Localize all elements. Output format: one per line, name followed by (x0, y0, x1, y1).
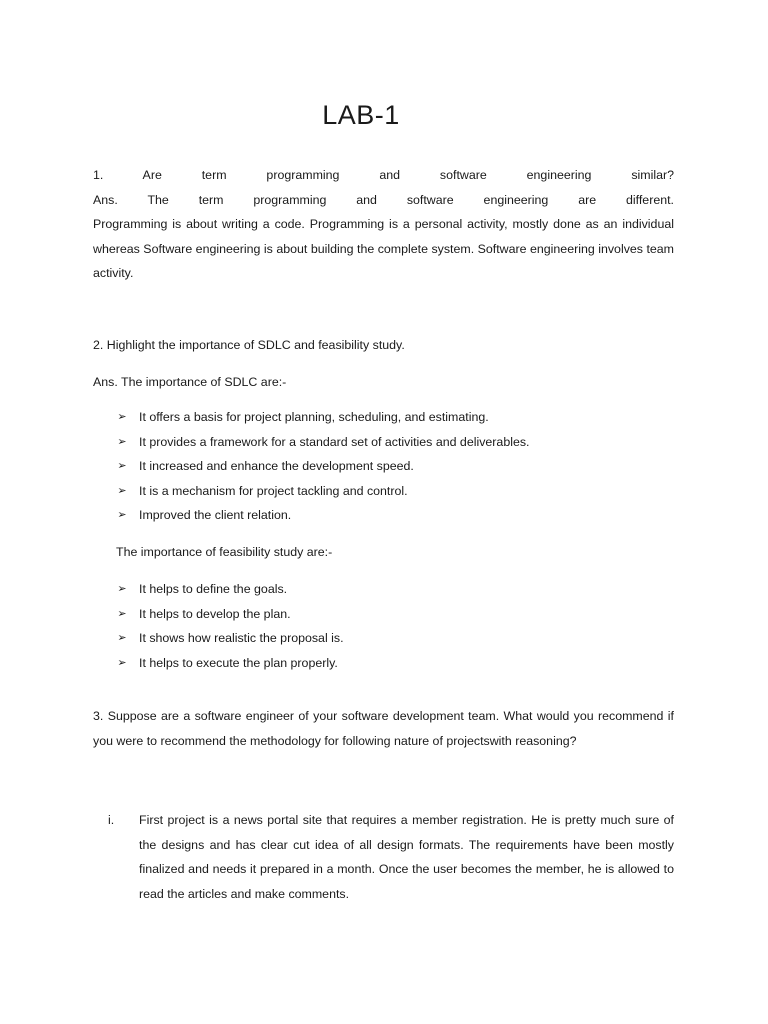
arrow-bullet-icon: ➢ (117, 411, 127, 423)
question-3-text: 3. Suppose are a software engineer of your software development team. What would you recommend if you were to recommend the methodology for following nature of projectswith reasoning? (93, 709, 674, 748)
arrow-bullet-icon: ➢ (117, 435, 127, 448)
answer-1-first-line: Ans. The term programming and software engineering are different. (93, 192, 674, 207)
list-item-text: It offers a basis for project planning, scheduling, and estimating. (139, 410, 489, 424)
question-2-text: 2. Highlight the importance of SDLC and feasibility study. (93, 338, 405, 352)
arrow-bullet-icon: ➢ (117, 484, 127, 497)
feasibility-importance-list (115, 577, 344, 675)
list-item-text: It provides a framework for a standard set of activities and deliverables. (139, 434, 530, 449)
list-item-text: It increased and enhance the development speed. (139, 459, 414, 474)
answer-2-intro-block (93, 370, 674, 395)
answer-1-text: Programming is about writing a code. Programming is a personal activity, mostly done as an individual whereas Software engineering is about building the complete system. Software engineering involves team activity. (93, 217, 674, 280)
list-item-text: It helps to execute the plan properly. (139, 655, 338, 670)
list-item (115, 405, 530, 430)
arrow-bullet-icon: ➢ (117, 656, 127, 669)
question-3-block (93, 704, 674, 753)
list-item-text: It helps to develop the plan. (139, 606, 291, 621)
list-item (115, 454, 530, 479)
answer-2-intro: Ans. The importance of SDLC are:- (93, 375, 287, 389)
arrow-bullet-icon: ➢ (117, 632, 127, 645)
question-1-block (93, 163, 674, 286)
sdlc-importance-list (115, 405, 530, 528)
arrow-bullet-icon: ➢ (117, 460, 127, 473)
roman-numeral-marker: i. (108, 813, 115, 827)
list-item (115, 503, 530, 528)
page-title: LAB-1 (322, 100, 400, 130)
arrow-bullet-icon: ➢ (117, 509, 127, 522)
list-item-text: It helps to define the goals. (139, 582, 288, 596)
list-item (115, 430, 530, 455)
list-item-text: Improved the client relation. (139, 508, 292, 523)
list-item-text: It shows how realistic the proposal is. (139, 631, 344, 646)
list-item (115, 626, 344, 651)
list-item (115, 651, 344, 676)
arrow-bullet-icon: ➢ (117, 583, 127, 595)
list-item (115, 577, 344, 602)
project-1-description: First project is a news portal site that requires a member registration. He is pretty much sure of the designs and has clear cut idea of all design formats. The requirements have been mostly finalized and needs it prepared in a month. Once the user becomes the member, he is allowed to read the articles and make comments. (139, 813, 674, 901)
list-item (115, 602, 344, 627)
list-item-text: It is a mechanism for project tackling and control. (139, 483, 408, 498)
feasibility-intro: The importance of feasibility study are:- (116, 545, 333, 559)
question-2-block (93, 333, 674, 358)
list-item (115, 479, 530, 504)
question-1-text: 1. Are term programming and software engineering similar? (93, 168, 674, 182)
arrow-bullet-icon: ➢ (117, 607, 127, 620)
